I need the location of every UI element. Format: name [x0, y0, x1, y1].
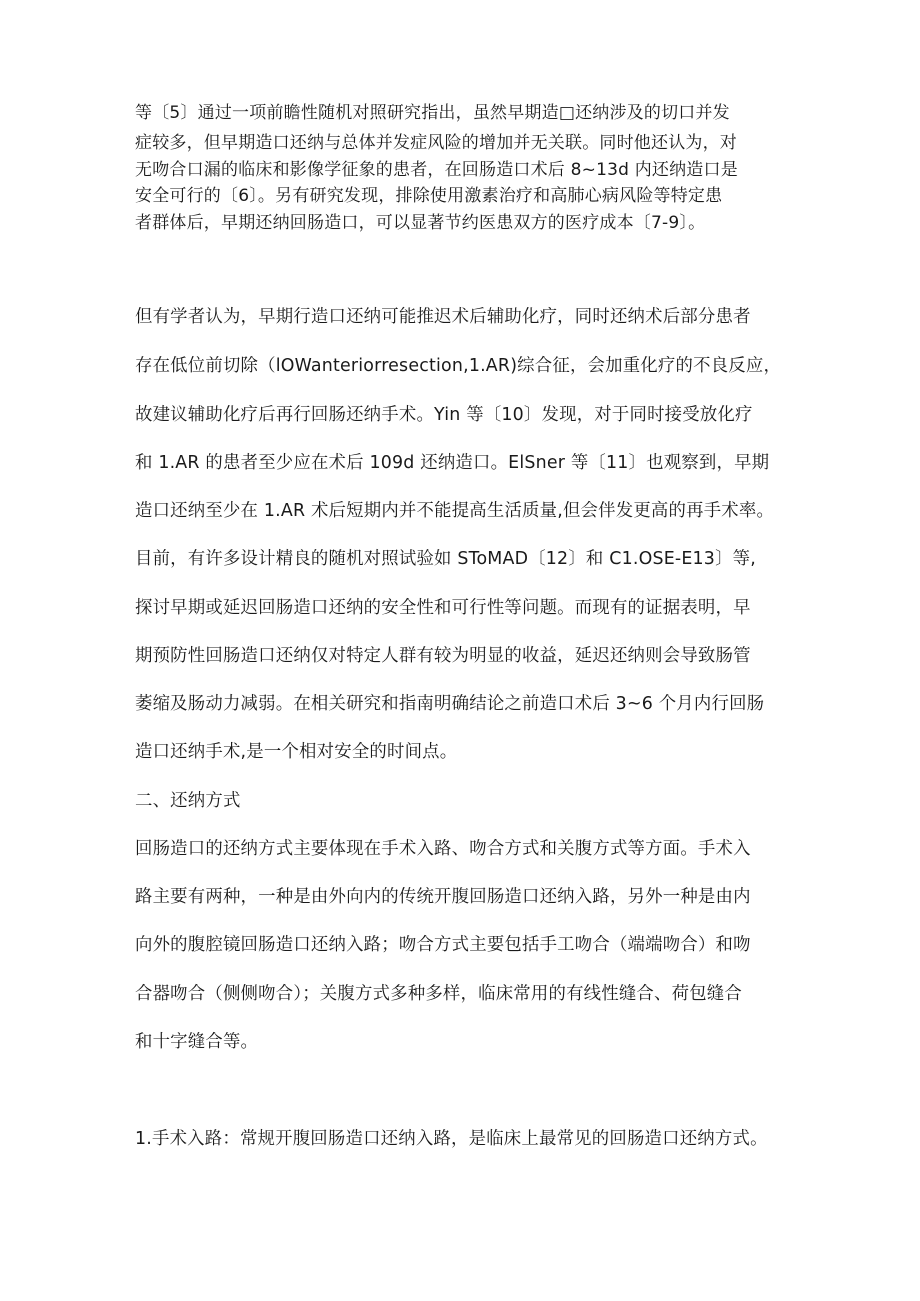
- text-line: 和十字缝合等。: [135, 1032, 259, 1052]
- text-line: 症较多，但早期造口还纳与总体并发症风险的增加并无关联。同时他还认为，对: [135, 133, 737, 153]
- text-line: 造口还纳手术,是一个相对安全的时间点。: [135, 742, 458, 762]
- text-line: 造口还纳至少在 1.AR 术后短期内并不能提高生活质量,但会伴发更高的再手术率。: [135, 501, 775, 521]
- text-line: 路主要有两种，一种是由外向内的传统开腹回肠造口还纳入路，另外一种是由内: [135, 887, 751, 907]
- text-line: 无吻合口漏的临床和影像学征象的患者，在回肠造口术后 8~13d 内还纳造口是: [135, 160, 738, 180]
- text-line: 期预防性回肠造口还纳仅对特定人群有较为明显的收益，延迟还纳则会导致肠管: [135, 646, 751, 666]
- text-line: 等〔5〕通过一项前瞻性随机对照研究指出，虽然早期造□还纳涉及的切口并发: [135, 103, 730, 123]
- text-line: 安全可行的〔6〕。另有研究发现，排除使用激素治疗和高肺心病风险等特定患: [135, 186, 723, 206]
- text-line: 和 1.AR 的患者至少应在术后 109d 还纳造口。ElSner 等〔11〕也观察到，早期: [135, 453, 770, 473]
- text-line: 故建议辅助化疗后再行回肠还纳手术。Yin 等〔10〕发现，对于同时接受放化疗: [135, 405, 753, 425]
- section-heading: 二、还纳方式: [135, 791, 241, 811]
- text-line: 但有学者认为，早期行造口还纳可能推迟术后辅助化疗，同时还纳术后部分患者: [135, 307, 751, 327]
- text-line: 回肠造口的还纳方式主要体现在手术入路、吻合方式和关腹方式等方面。手术入: [135, 839, 751, 859]
- text-line: 探讨早期或延迟回肠造口还纳的安全性和可行性等问题。而现有的证据表明，早: [135, 598, 751, 618]
- text-line: 向外的腹腔镜回肠造口还纳入路；吻合方式主要包括手工吻合（端端吻合）和吻: [135, 935, 751, 955]
- text-line: 萎缩及肠动力减弱。在相关研究和指南明确结论之前造口术后 3~6 个月内行回肠: [135, 694, 765, 714]
- subsection-line: 1.手术入路：常规开腹回肠造口还纳入路，是临床上最常见的回肠造口还纳方式。: [135, 1129, 768, 1149]
- text-line: 存在低位前切除（lOWanteriorresection,1.AR)综合征，会加重化疗的不良反应，: [135, 356, 782, 376]
- text-line: 者群体后，早期还纳回肠造口，可以显著节约医患双方的医疗成本〔7-9〕。: [135, 213, 706, 233]
- text-line: 目前，有许多设计精良的随机对照试验如 SToMAD〔12〕和 C1.OSE-E13〕等,: [135, 549, 756, 569]
- text-line: 合器吻合（侧侧吻合）；关腹方式多种多样，临床常用的有线性缝合、荷包缝合: [135, 984, 742, 1004]
